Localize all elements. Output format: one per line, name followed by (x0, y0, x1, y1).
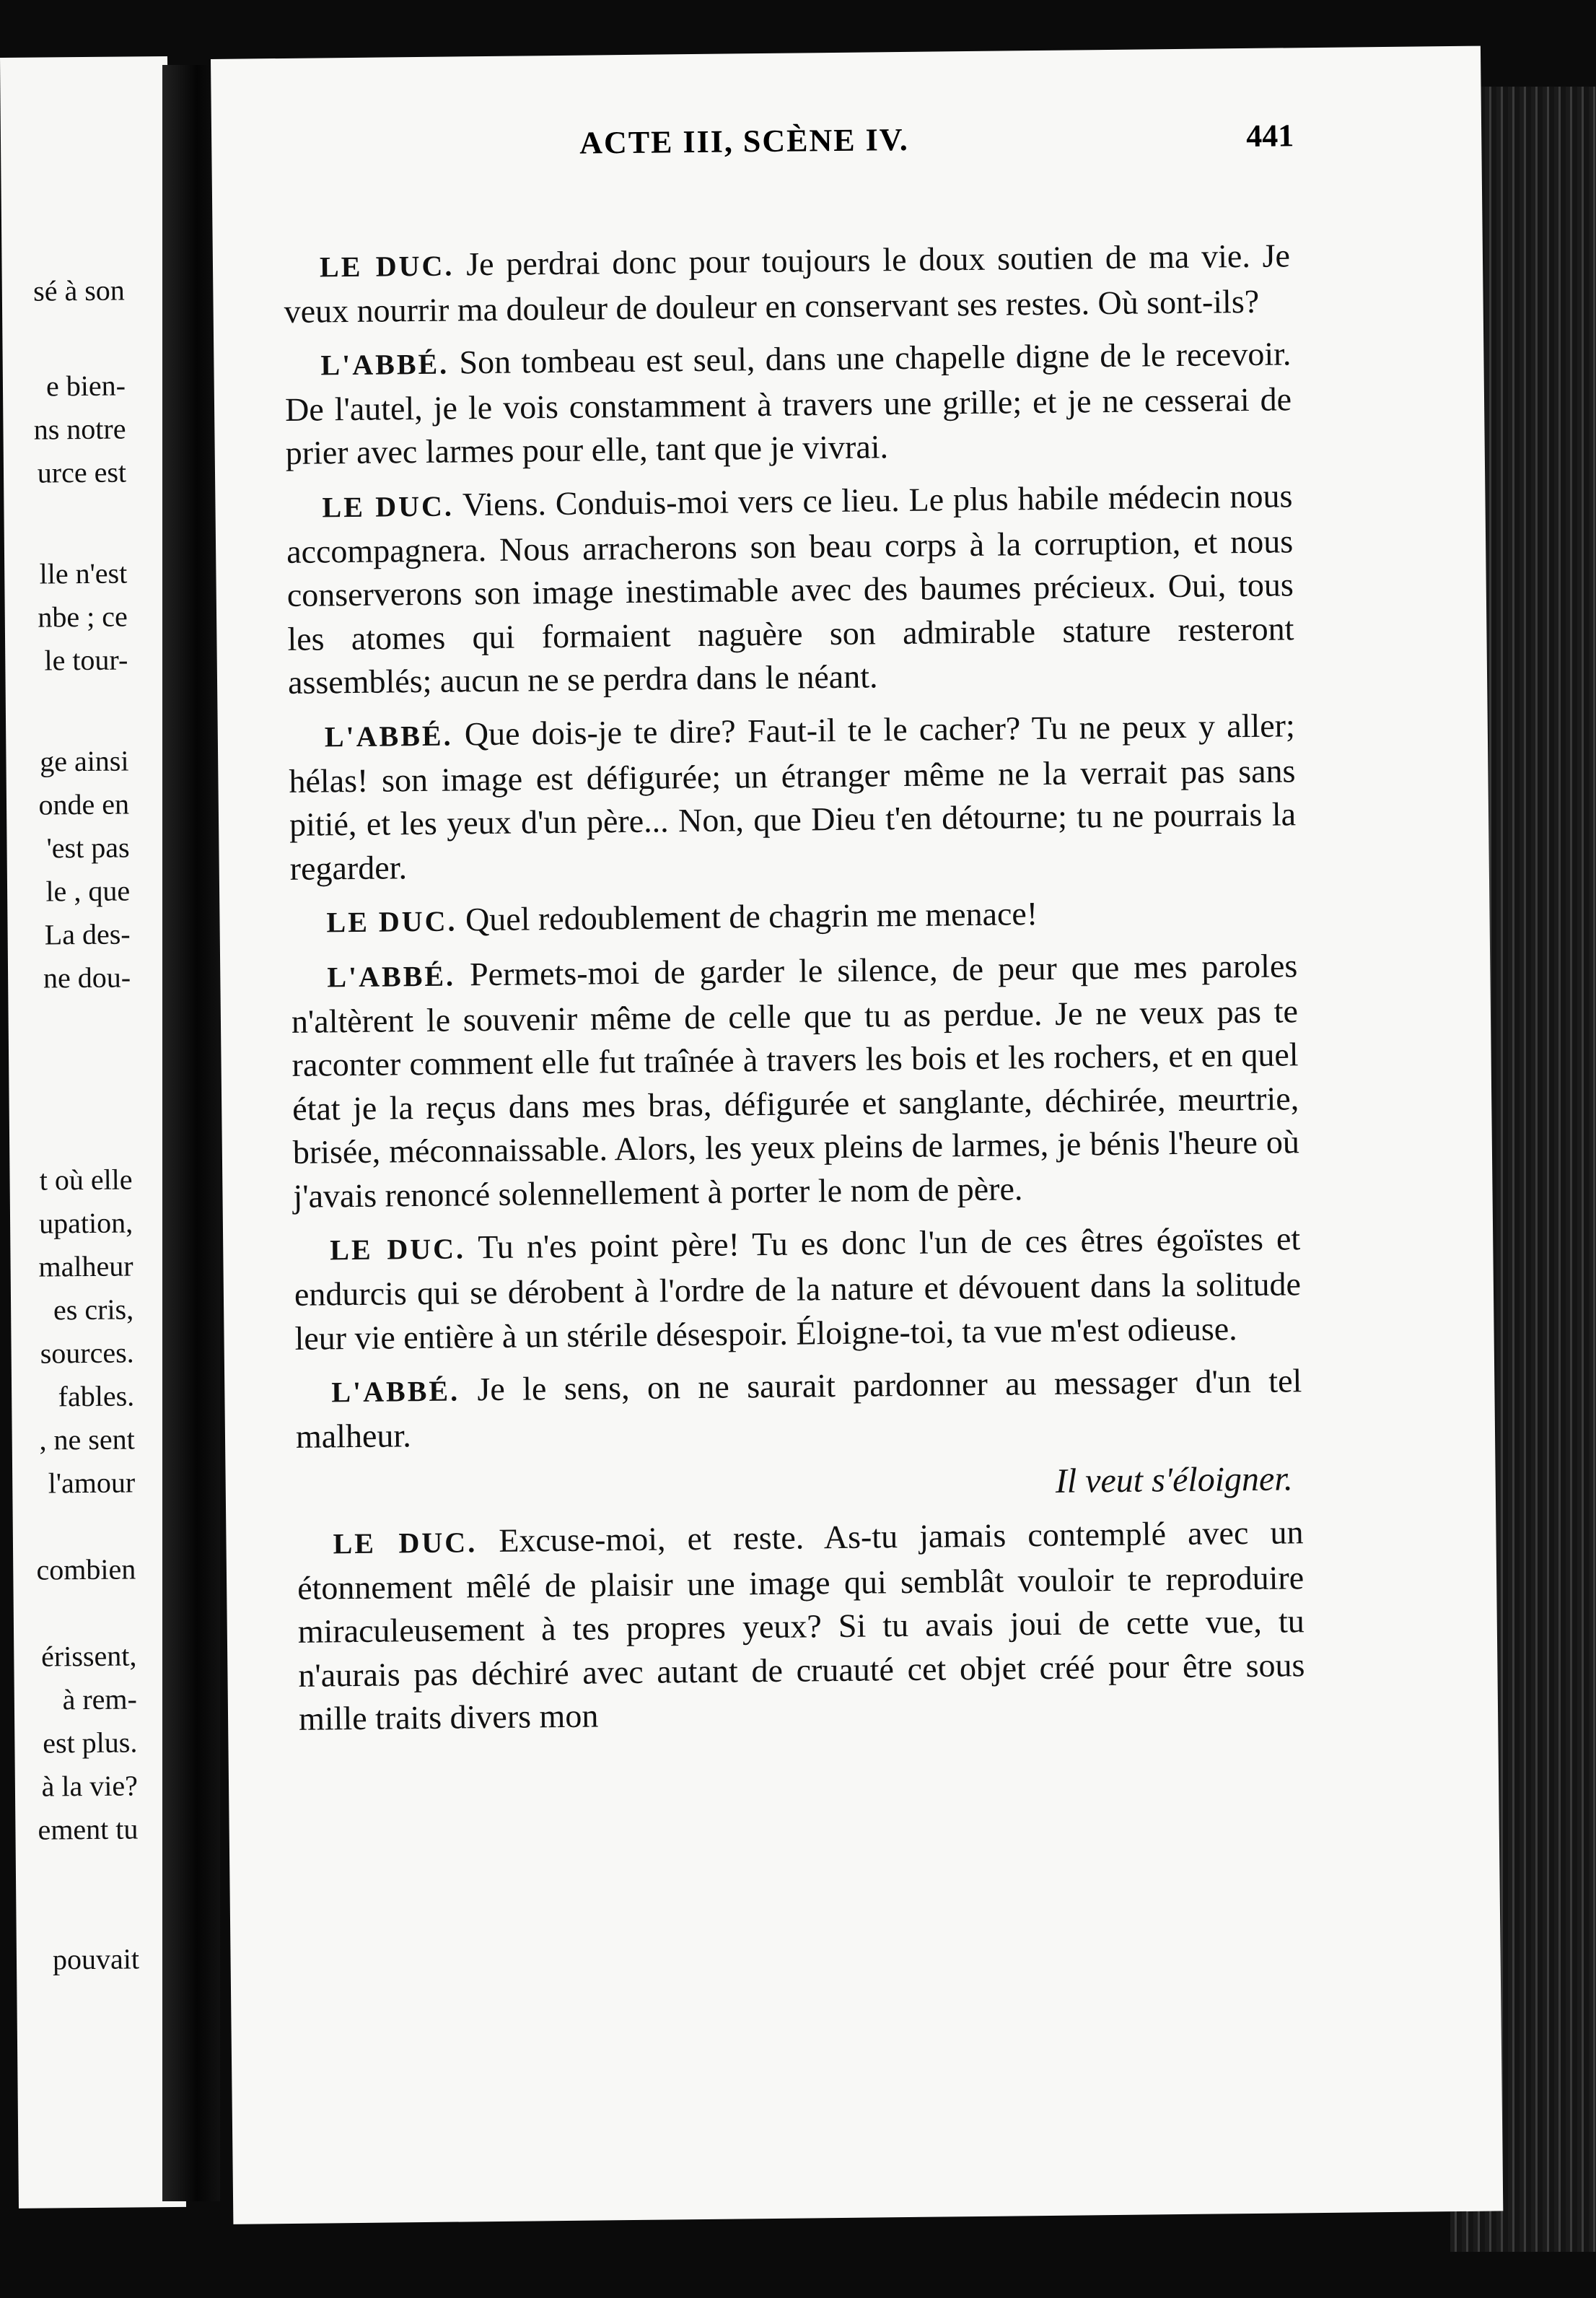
facing-line: combien (36, 1552, 136, 1586)
dialogue-text: Excuse-moi, et reste. As-tu jamais contemplé avec un étonnement mêlé de plaisir une image qui semblât vouloir te reproduire miraculeusement à tes propres yeux? Si tu avais joui de cette vue, tu n'aurais pas déchiré avec autant de cruauté cet objet créé pour être sous mille traits divers mon (297, 1513, 1305, 1738)
facing-line: érissent, (40, 1639, 137, 1673)
facing-line: e bien- (45, 369, 126, 403)
speaker-name: LE DUC. (326, 904, 457, 939)
facing-line: le , que (45, 874, 131, 908)
facing-line: nbe ; ce (38, 600, 128, 634)
facing-line: 'est pas (46, 831, 130, 865)
dialogue-text: Son tombeau est seul, dans une chapelle digne de le recevoir. De l'autel, je le vois constamment à travers une grille; et je ne cesserai de prier avec larmes pour elle, tant que je vivrai. (284, 335, 1292, 472)
dialogue-text: Viens. Conduis-moi vers ce lieu. Le plus habile médecin nous accompagnera. Nous arracherons son beau corps à la corruption, et nous conserverons son image inestimable avec des baumes précieux. Oui, tous les atomes qui formaient naguère son admirable stature resteront assemblés; aucun ne se perdra dans le néant. (286, 477, 1294, 702)
speaker-name: L'ABBÉ. (331, 1374, 460, 1409)
facing-line: sources. (40, 1336, 134, 1370)
dialogue-paragraph (284, 234, 1291, 333)
dialogue-text: Permets-moi de garder le silence, de peur que mes paroles n'altèrent le souvenir même de celle que tu as perdue. Je ne veux pas te raconter comment elle fut traînée à travers les bois et les rochers, et en quel état je la reçus dans mes bras, défigurée et sanglante, déchirée, meurtrie, brisée, méconnaissable. Alors, les yeux pleins de larmes, je bénis l'heure où j'avais renoncé solennellement à porter le nom de père. (291, 947, 1300, 1215)
dialogue-text: Que dois-je te dire? Faut-il te le cacher? Tu ne peux y aller; hélas! son image est défigurée; un étranger même ne la verrait pas sans pitié, et les yeux d'un père... Non, que Dieu t'en détourne; tu ne pourrais la regarder. (289, 707, 1297, 887)
facing-line: malheur (38, 1249, 133, 1283)
dialogue-paragraph (284, 333, 1292, 476)
facing-line: onde en (38, 787, 130, 821)
speaker-name: L'ABBÉ. (327, 959, 456, 994)
facing-line: le tour- (44, 643, 128, 677)
facing-page (0, 56, 186, 2209)
dialogue-paragraph (290, 890, 1297, 945)
facing-line: t où elle (39, 1163, 133, 1197)
facing-line: es cris, (53, 1293, 134, 1327)
body-text (284, 234, 1306, 1750)
facing-line: ne dou- (43, 961, 131, 995)
dialogue-text: Tu n'es point père! Tu es donc l'un de ces êtres égoïstes et endurcis qui se dérobent à l'ordre de la nature et dévouent dans la solitude leur vie entière à un stérile désespoir. Éloigne-toi, ta vue m'est odieuse. (294, 1220, 1302, 1357)
facing-line: l'amour (48, 1466, 136, 1500)
dialogue-paragraph (297, 1511, 1305, 1742)
facing-line: upation, (38, 1206, 133, 1240)
dialogue-paragraph (289, 704, 1297, 891)
dialogue-text: Je perdrai donc pour toujours le doux soutien de ma vie. Je veux nourrir ma douleur de douleur en conservant ses restes. Où sont-ils? (284, 237, 1291, 330)
facing-line: sé à son (32, 274, 126, 307)
facing-line: à la vie? (41, 1769, 139, 1803)
facing-line: urce est (37, 455, 127, 489)
dialogue-paragraph (286, 474, 1294, 705)
speaker-name: LE DUC. (322, 489, 455, 524)
dialogue-paragraph (294, 1218, 1302, 1360)
facing-line: ement tu (38, 1812, 139, 1846)
dialogue-paragraph (291, 944, 1300, 1218)
speaker-name: LE DUC. (319, 249, 455, 284)
book-gutter (162, 65, 220, 2201)
main-page (211, 46, 1503, 2224)
facing-line: , ne sent (39, 1423, 135, 1456)
facing-line: fables. (58, 1379, 135, 1413)
facing-line: pouvait (52, 1942, 140, 1976)
speaker-name: L'ABBÉ. (324, 719, 453, 753)
speaker-name: L'ABBÉ. (320, 347, 450, 382)
facing-line: lle n'est (39, 556, 128, 590)
dialogue-text: Je le sens, on ne saurait pardonner au messager d'un tel malheur. (295, 1362, 1302, 1455)
running-head (356, 117, 1294, 170)
page-number: 441 (1245, 118, 1294, 154)
speaker-name: LE DUC. (330, 1232, 466, 1267)
facing-line: à rem- (62, 1682, 138, 1716)
speaker-name: LE DUC. (333, 1526, 478, 1560)
running-title: ACTE III, SCÈNE IV. (579, 121, 910, 161)
facing-line: ns notre (33, 412, 126, 446)
facing-line: est plus. (43, 1726, 138, 1760)
facing-line: La des- (44, 917, 131, 951)
dialogue-text: Quel redoublement de chagrin me menace! (457, 895, 1038, 938)
dialogue-paragraph (295, 1360, 1302, 1459)
stage-direction: Il veut s'éloigner. (1055, 1459, 1293, 1501)
facing-line: ge ainsi (40, 744, 129, 778)
